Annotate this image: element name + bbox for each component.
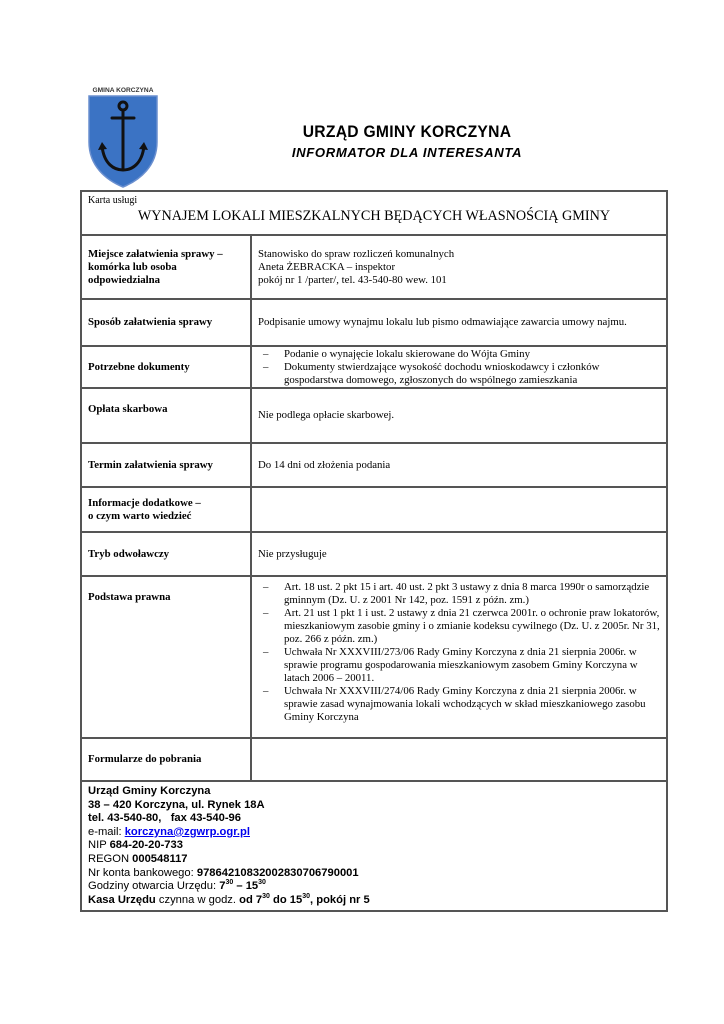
bank-label: Nr konta bankowego: xyxy=(88,866,197,879)
header xyxy=(0,122,724,160)
row-informacje xyxy=(82,488,666,533)
cash-hours xyxy=(88,894,660,908)
row-value: Do 14 dni od złożenia podania xyxy=(258,458,391,471)
card-title: WYNAJEM LOKALI MIESZKALNYCH BĘDĄCYCH WŁASNOŚCIĄ GMINY xyxy=(137,208,611,224)
row-value xyxy=(252,577,666,737)
row-label-line: Informacje dodatkowe – xyxy=(88,496,201,509)
row-label: Tryb odwoławczy xyxy=(82,533,252,575)
cash-to-min: 30 xyxy=(302,892,311,900)
list-item: – Uchwała Nr XXXVIII/274/06 Rady Gminy Korczyna z dnia 21 sierpnia 2006r. w sprawie zasad wynajmowania lokali wchodzących w skład mieszkaniowego zasobu Gminy Korczyna xyxy=(258,685,660,724)
row-value: Podpisanie umowy wynajmu lokalu lub pismo odmawiające zawarcia umowy najmu. xyxy=(258,316,627,328)
row-oplata xyxy=(82,389,666,444)
cash-from-min: 30 xyxy=(262,892,270,900)
row-tryb xyxy=(82,533,666,577)
cash-label: Kasa Urzędu xyxy=(88,893,156,906)
list-item: – Podanie o wynajęcie lokalu skierowane do Wójta Gminy xyxy=(258,348,660,361)
row-value xyxy=(252,739,666,780)
email-label: e-mail: xyxy=(88,825,125,838)
row-value: Nie podlega opłacie skarbowej. xyxy=(258,409,395,421)
hours-sep: – xyxy=(233,880,246,893)
list-item: – Art. 21 ust 1 pkt 1 i ust. 2 ustawy z dnia 21 czerwca 2001r. o ochronie praw lokatorów, mieszkaniowym zasobie gminy i o zmianie kodeksu cywilnego (Dz. U. z 2005r. Nr 31, poz. 266 z późn. zm.) xyxy=(258,607,660,646)
row-label: Opłata skarbowa xyxy=(82,389,252,442)
nip-label: NIP xyxy=(88,839,110,852)
contact-line: Stanowisko do spraw rozliczeń komunalnych xyxy=(258,247,455,260)
contact-line: pokój nr 1 /parter/, tel. 43-540-80 wew. 101 xyxy=(258,273,447,286)
card-label: Karta usługi xyxy=(88,195,138,206)
row-label-line: o czym warto wiedzieć xyxy=(88,509,192,522)
row-value: Nie przysługuje xyxy=(258,547,327,560)
office-phone: tel. 43-540-80, fax 43-540-96 xyxy=(88,812,241,825)
opening-hours xyxy=(88,880,660,894)
row-sposob xyxy=(82,300,666,347)
regon-value: 000548117 xyxy=(132,852,188,865)
hours-to-min: 30 xyxy=(258,879,266,887)
cash-to: do 15 xyxy=(269,893,303,906)
hours-label: Godziny otwarcia Urzędu: xyxy=(88,880,220,893)
list-item: – Dokumenty stwierdzające wysokość dochodu wnioskodawcy i członków gospodarstwa domowego, zgłoszonych do wspólnego zamieszkania xyxy=(258,361,660,387)
row-label: Miejsce załatwienia sprawy – komórka lub osoba odpowiedzialna xyxy=(82,236,252,298)
card-header xyxy=(82,192,666,236)
contact-line: Aneta ŻEBRACKA – inspektor xyxy=(258,260,396,273)
row-label: Podstawa prawna xyxy=(82,577,252,737)
row-value xyxy=(252,347,666,387)
office-address: 38 – 420 Korczyna, ul. Rynek 18A xyxy=(88,798,265,811)
row-label: Termin załatwienia sprawy xyxy=(82,444,252,486)
cash-text: czynna w godz. xyxy=(155,893,240,906)
row-value xyxy=(252,488,666,531)
cash-room: , pokój nr 5 xyxy=(310,893,370,906)
hours-from-min: 30 xyxy=(225,879,234,887)
row-label: Potrzebne dokumenty xyxy=(82,347,252,387)
contact-footer xyxy=(82,782,666,910)
office-name: Urząd Gminy Korczyna xyxy=(88,785,211,797)
row-formularze xyxy=(82,739,666,782)
list-item: – Uchwała Nr XXXVIII/273/06 Rady Gminy Korczyna z dnia 21 sierpnia 2006r. w sprawie programu gospodarowania mieszkaniowym zasobem Gminy Korczyna w latach 2006 – 20011. xyxy=(258,646,660,685)
office-title: URZĄD GMINY KORCZYNA xyxy=(302,122,512,141)
hours-to: 15 xyxy=(245,880,259,893)
cash-from: od 7 xyxy=(239,893,263,906)
crest-label: GMINA KORCZYNA xyxy=(92,87,154,94)
row-dokumenty xyxy=(82,347,666,389)
row-miejsce xyxy=(82,236,666,300)
row-label: Sposób załatwienia sprawy xyxy=(82,300,252,345)
list-item: – Art. 18 ust. 2 pkt 15 i art. 40 ust. 2 pkt 3 ustawy z dnia 8 marca 1990r o samorządzie gminnym (Dz. U. z 2001 Nr 142, poz. 1591 z późn. zm.) xyxy=(258,581,660,607)
row-termin xyxy=(82,444,666,488)
row-label: Formularze do pobrania xyxy=(82,739,252,780)
office-subtitle: INFORMATOR DLA INTERESANTA xyxy=(291,146,523,160)
row-value xyxy=(252,236,666,298)
service-card xyxy=(80,190,668,912)
nip-value: 684-20-20-733 xyxy=(109,839,183,852)
hours-from: 7 xyxy=(219,880,226,893)
email-link[interactable]: korczyna@zgwrp.ogr.pl xyxy=(124,825,250,838)
bank-account: 97864210832002830706790001 xyxy=(196,866,359,879)
regon-label: REGON xyxy=(88,852,133,865)
row-podstawa xyxy=(82,577,666,739)
row-label xyxy=(82,488,252,531)
